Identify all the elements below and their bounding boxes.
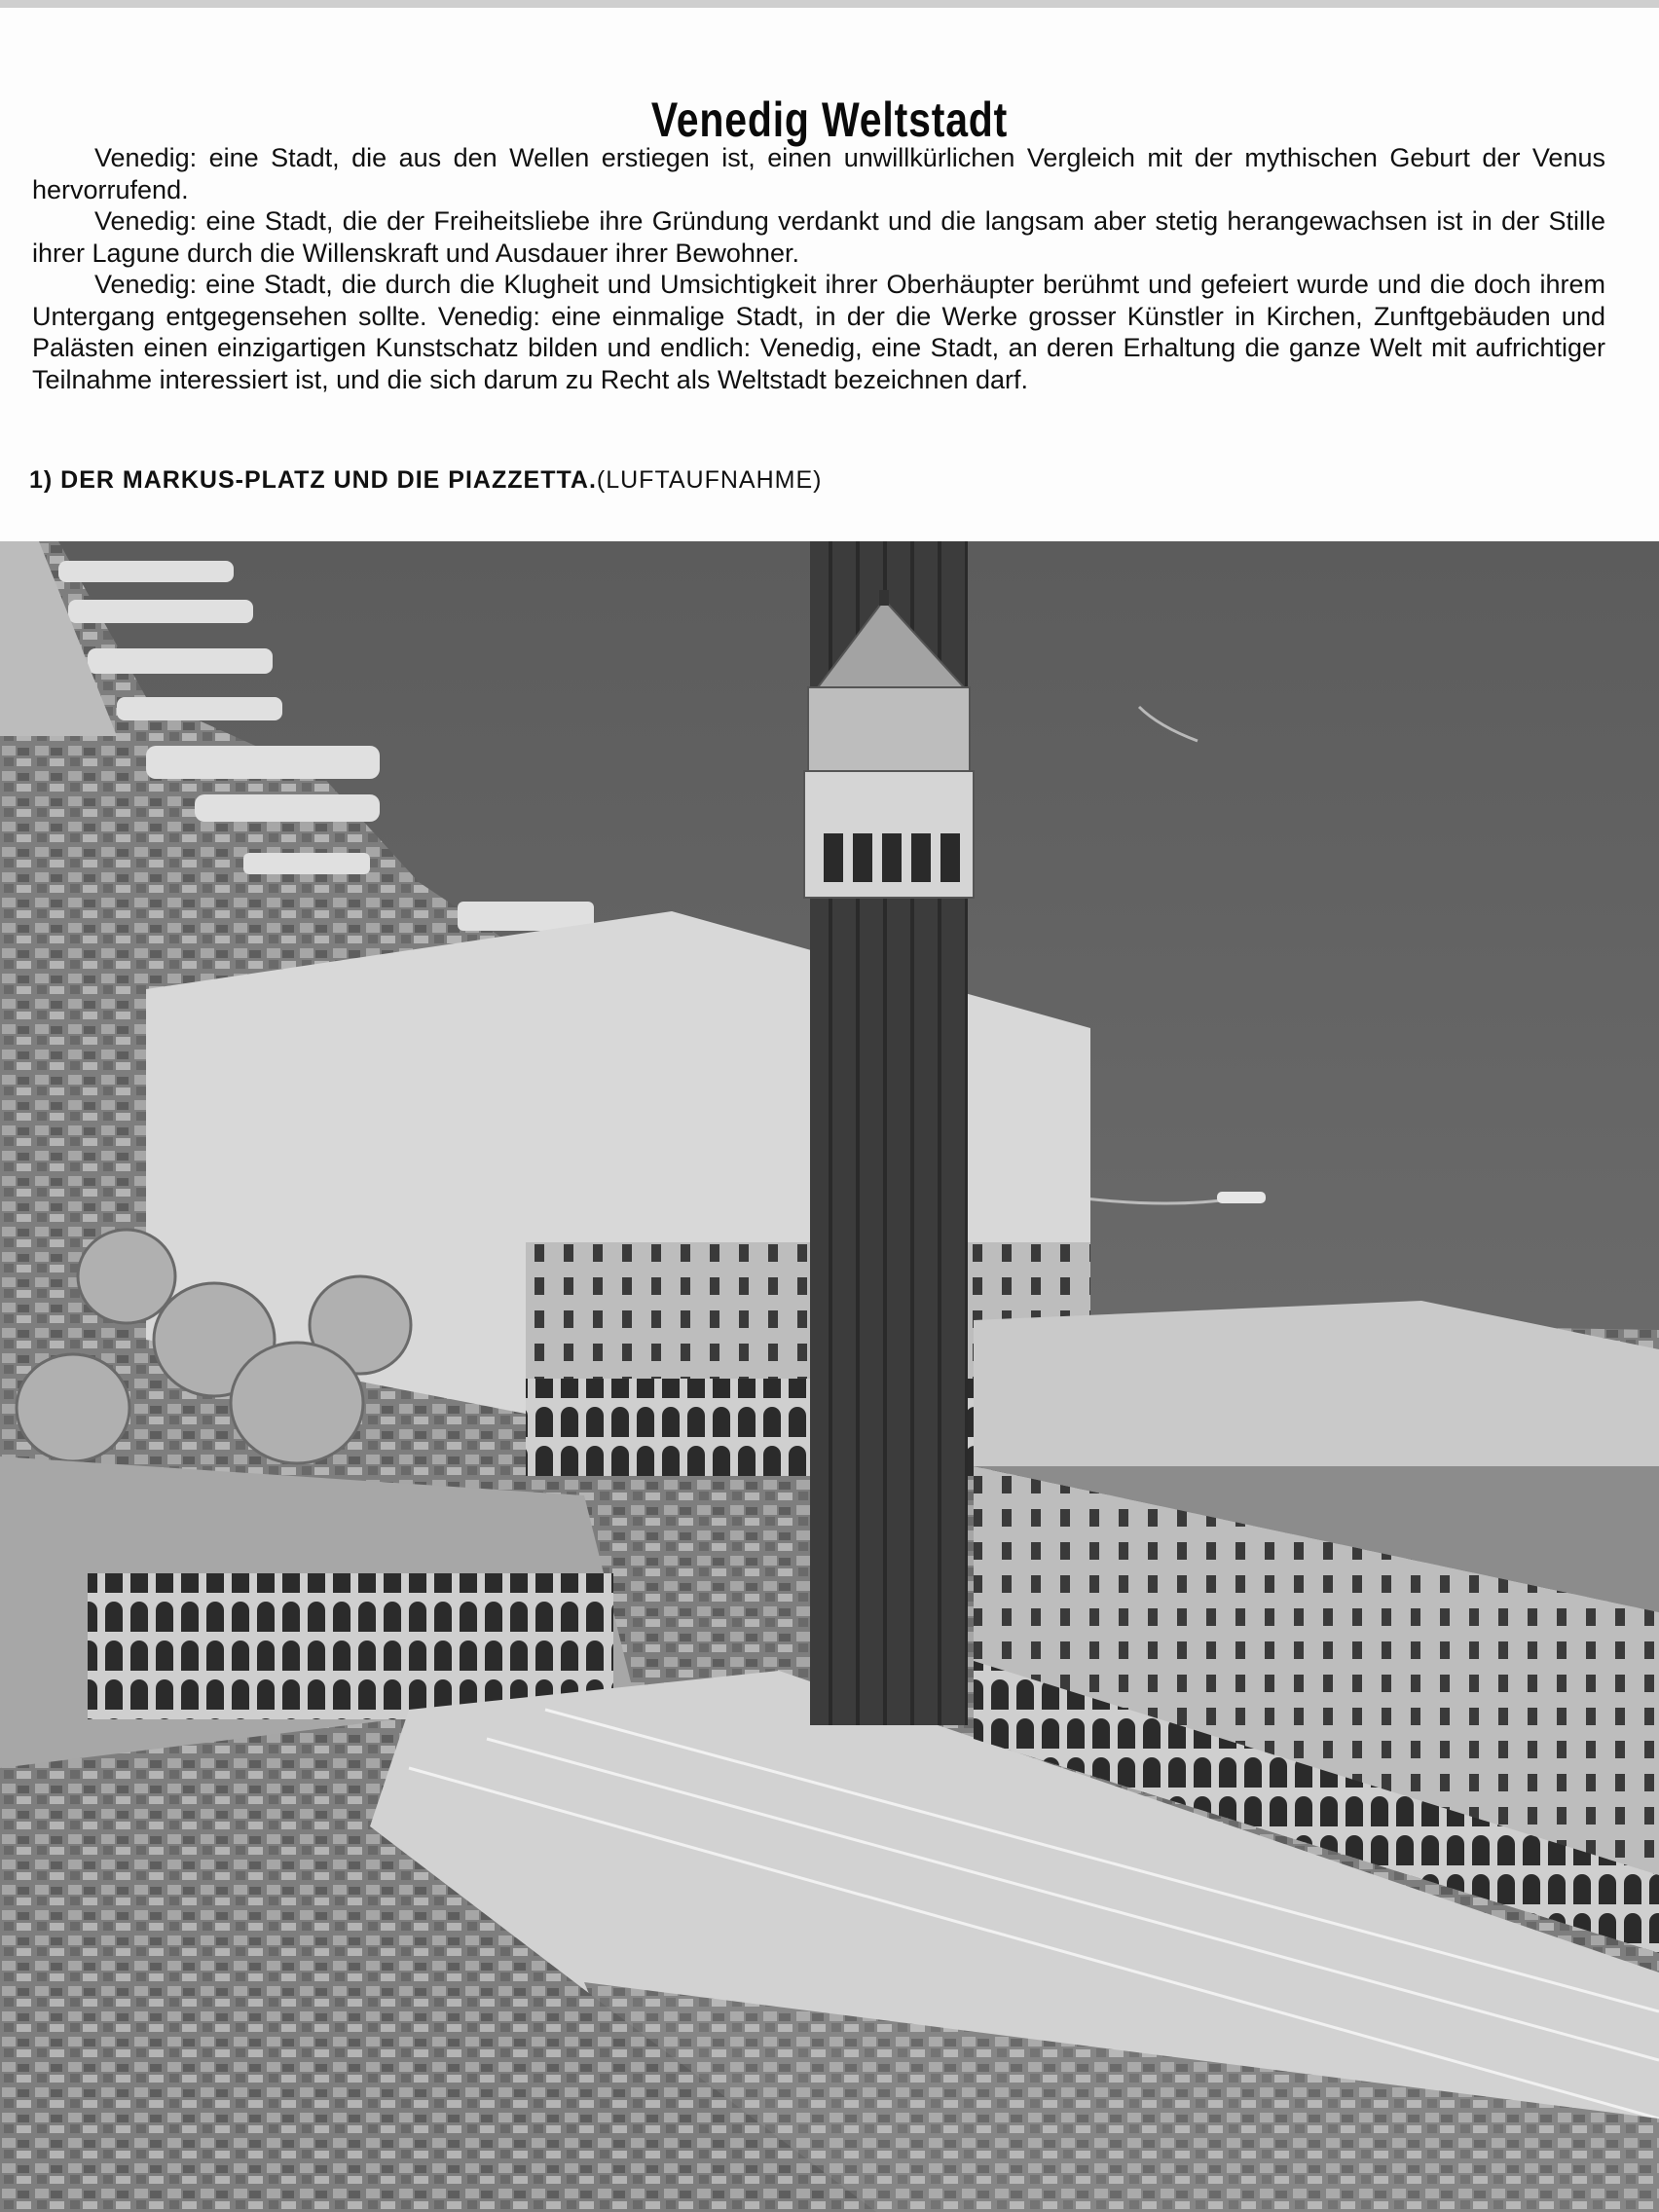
photo-caption — [29, 466, 822, 495]
paragraph: Venedig: eine Stadt, die aus den Wellen erstiegen ist, einen unwillkürlichen Vergleich mit der mythischen Geburt der Venus hervorrufend. — [32, 143, 1605, 204]
intro-text — [32, 142, 1605, 395]
paragraph: Venedig: eine Stadt, die der Freiheitsliebe ihre Gründung verdankt und die langsam aber stetig herangewachsen ist in der Stille ihrer Lagune durch die Willenskraft und Ausdauer ihrer Bewohner. — [32, 206, 1605, 268]
aerial-photo-venice — [0, 541, 1659, 2212]
caption-main: 1) DER MARKUS-PLATZ UND DIE PIAZZETTA. — [29, 466, 597, 494]
paragraph: Venedig: eine Stadt, die durch die Klugheit und Umsichtigkeit ihrer Oberhäupter berühmt und gefeiert wurde und die doch ihrem Untergang entgegensehen sollte. Venedig: eine einmalige Stadt, in der die Werke grosser Künstler in Kirchen, Zunftgebäuden und Palästen einen einzigartigen Kunstschatz bilden und endlich: Venedig, eine Stadt, an deren Erhaltung die ganze Welt mit aufrichtiger Teilnahme interessiert ist, und die sich darum zu Recht als Weltstadt bezeichnen darf. — [32, 270, 1605, 394]
campanile-attic — [808, 687, 970, 771]
page-title: Venedig Weltstadt — [650, 92, 1009, 147]
caption-sub: (LUFTAUFNAHME) — [596, 466, 823, 494]
top-edge — [0, 0, 1659, 8]
campanile-angel — [879, 590, 889, 606]
